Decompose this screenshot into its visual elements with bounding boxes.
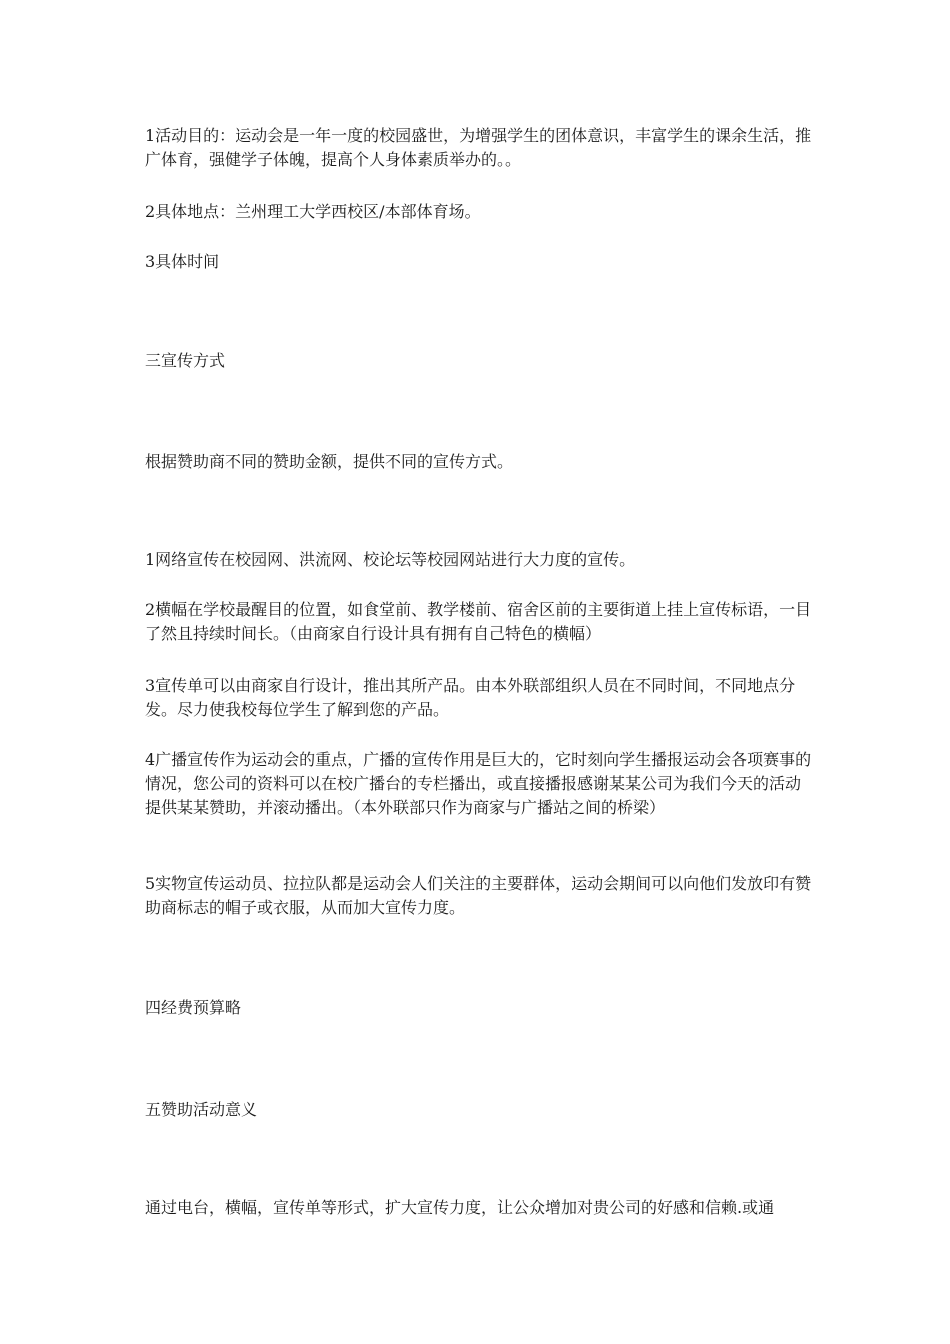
paragraph-time: 3具体时间 (145, 252, 220, 271)
paragraph-leaflet-publicity: 3宣传单可以由商家自行设计，推出其所产品。由本外联部组织人员在不同时间，不同地点分发。尽力使我校每位学生了解到您的产品。 (145, 676, 796, 719)
heading-sponsorship-significance: 五赞助活动意义 (145, 1100, 258, 1119)
paragraph-significance-text: 通过电台，横幅，宣传单等形式，扩大宣传力度，让公众增加对贵公司的好感和信赖.或通 (145, 1198, 775, 1217)
paragraph-purpose: 1活动目的：运动会是一年一度的校园盛世，为增强学生的团体意识，丰富学生的课余生活，推广体育，强健学子体魄，提高个人身体素质举办的。。 (145, 126, 812, 169)
heading-budget: 四经费预算略 (145, 998, 242, 1017)
paragraph-broadcast-publicity: 4广播宣传作为运动会的重点，广播的宣传作用是巨大的，它时刻向学生播报运动会各项赛事的情况，您公司的资料可以在校广播台的专栏播出，或直接播报感谢某某公司为我们今天的活动提供某某赞助，并滚动播出。（本外联部只作为商家与广播站之间的桥梁） (145, 750, 812, 817)
paragraph-publicity-intro: 根据赞助商不同的赞助金额，提供不同的宣传方式。 (145, 452, 514, 471)
paragraph-physical-publicity: 5实物宣传运动员、拉拉队都是运动会人们关注的主要群体，运动会期间可以向他们发放印有赞助商标志的帽子或衣服，从而加大宣传力度。 (145, 874, 812, 917)
paragraph-banner-publicity: 2横幅在学校最醒目的位置，如食堂前、教学楼前、宿舍区前的主要街道上挂上宣传标语，一目了然且持续时间长。（由商家自行设计具有拥有自己特色的横幅） (145, 600, 812, 643)
paragraph-location: 2具体地点：兰州理工大学西校区/本部体育场。 (145, 202, 481, 221)
heading-publicity-methods: 三宣传方式 (145, 351, 226, 370)
paragraph-network-publicity: 1网络宣传在校园网、洪流网、校论坛等校园网站进行大力度的宣传。 (145, 550, 636, 569)
